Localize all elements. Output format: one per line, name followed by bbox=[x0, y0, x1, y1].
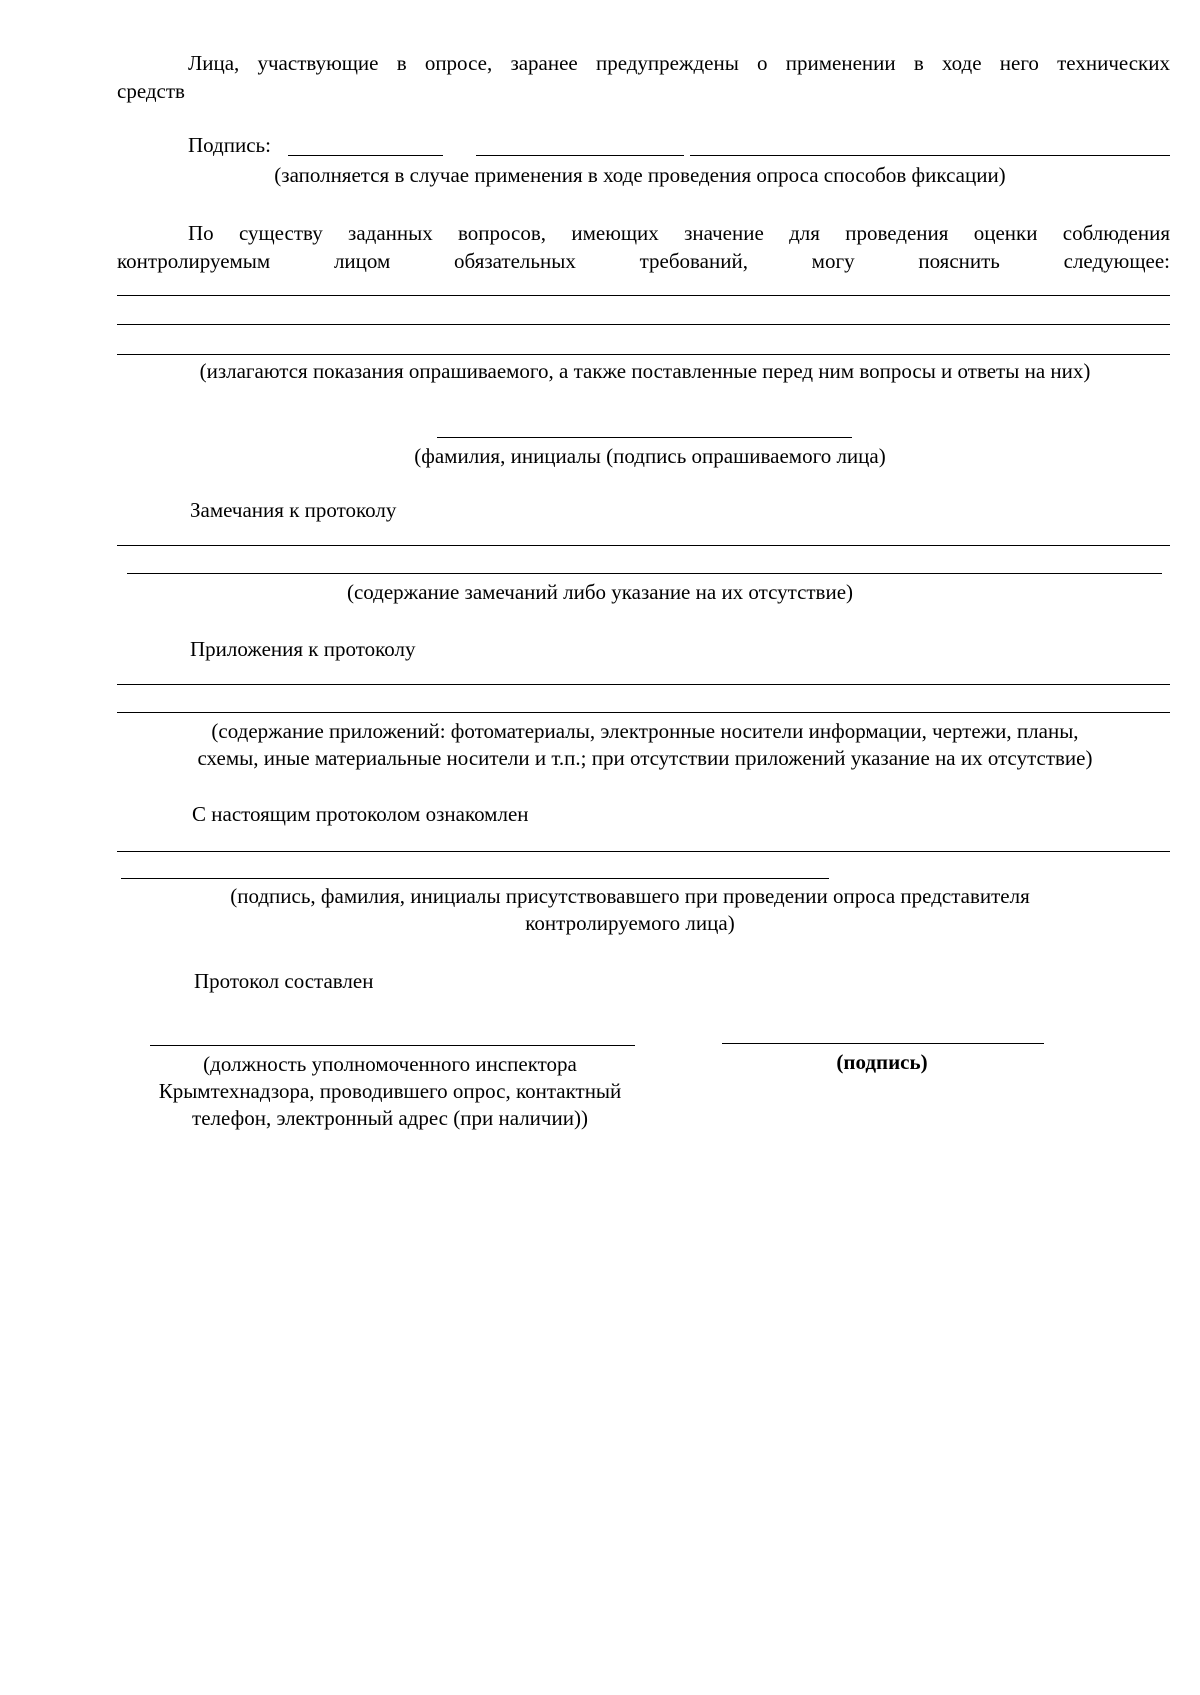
answer-line-3[interactable] bbox=[117, 354, 1170, 355]
questions-text-line1: По существу заданных вопросов, имеющих значение для проведения оценки соблюдения bbox=[188, 221, 1170, 245]
attachments-note-line2: схемы, иные материальные носители и т.п.; при отсутствии приложений указание на их отсутствие) bbox=[197, 746, 1093, 770]
signature-note: (заполняется в случае применения в ходе проведения опроса способов фиксации) bbox=[274, 163, 1006, 187]
acknowledged-line-1[interactable] bbox=[117, 851, 1170, 852]
attachments-line-2[interactable] bbox=[117, 712, 1170, 713]
inspector-note-line1: (должность уполномоченного инспектора bbox=[203, 1052, 577, 1076]
compiled-signature-line[interactable] bbox=[722, 1043, 1044, 1044]
acknowledged-note-line2: контролируемого лица) bbox=[525, 911, 735, 935]
remarks-label: Замечания к протоколу bbox=[190, 498, 397, 522]
signature-line-1[interactable] bbox=[288, 155, 443, 156]
answer-line-2[interactable] bbox=[117, 324, 1170, 325]
warning-text-line2: средств bbox=[117, 79, 185, 103]
attachments-line-1[interactable] bbox=[117, 684, 1170, 685]
inspector-note-line3: телефон, электронный адрес (при наличии)) bbox=[192, 1106, 588, 1130]
signature-line-3[interactable] bbox=[690, 155, 1170, 156]
remarks-line-2[interactable] bbox=[127, 573, 1162, 574]
inspector-note-line2: Крымтехнадзора, проводившего опрос, контактный bbox=[158, 1079, 622, 1103]
answer-line-1[interactable] bbox=[117, 295, 1170, 296]
signature-line-2[interactable] bbox=[476, 155, 684, 156]
warning-text-line1: Лица, участвующие в опросе, заранее предупреждены о применении в ходе него технических bbox=[188, 51, 1170, 75]
respondent-line[interactable] bbox=[437, 437, 852, 438]
acknowledged-label: С настоящим протоколом ознакомлен bbox=[192, 802, 529, 826]
attachments-label: Приложения к протоколу bbox=[190, 637, 416, 661]
acknowledged-line-2[interactable] bbox=[121, 878, 829, 879]
respondent-note: (фамилия, инициалы (подпись опрашиваемого лица) bbox=[414, 444, 886, 468]
signature-label: Подпись: bbox=[188, 133, 271, 157]
remarks-line-1[interactable] bbox=[117, 545, 1170, 546]
compiled-signature-note: (подпись) bbox=[836, 1050, 928, 1074]
inspector-line[interactable] bbox=[150, 1045, 635, 1046]
compiled-label: Протокол составлен bbox=[194, 969, 374, 993]
acknowledged-note-line1: (подпись, фамилия, инициалы присутствовавшего при проведении опроса представителя bbox=[230, 884, 1030, 908]
questions-note: (излагаются показания опрашиваемого, а также поставленные перед ним вопросы и ответы на них) bbox=[199, 359, 1091, 383]
remarks-note: (содержание замечаний либо указание на их отсутствие) bbox=[346, 580, 854, 604]
questions-text-line2: контролируемым лицом обязательных требований, могу пояснить следующее: bbox=[117, 249, 1170, 273]
attachments-note-line1: (содержание приложений: фотоматериалы, электронные носители информации, чертежи, планы, bbox=[211, 719, 1079, 743]
